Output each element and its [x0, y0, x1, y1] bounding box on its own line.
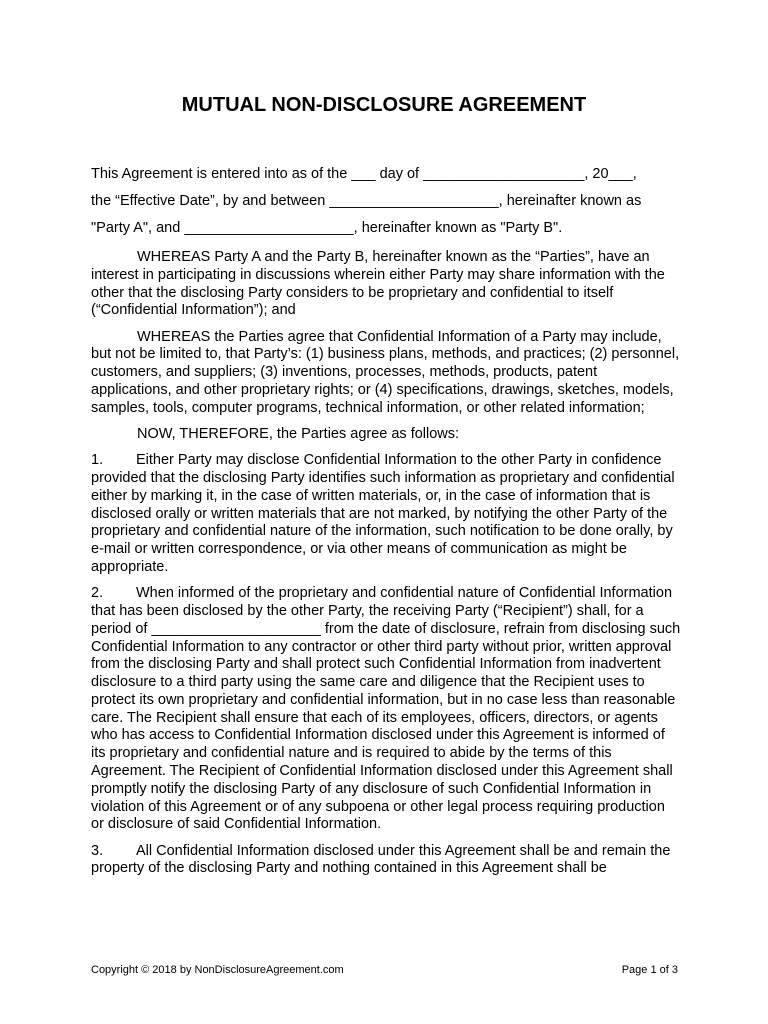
intro-line: the “Effective Date”, by and between _____________________, hereinafter known as [91, 193, 642, 209]
clause-2 [91, 585, 681, 834]
clause-text: Either Party may disclose Confidential Information to the other Party in confidence provided that the disclosing Party identifies such information as proprietary and confidential either by marking it, in the case of written materials, or, in the case of information that is disclosed orally or written materials that are not marked, by notifying the other Party of the proprietary and confidential nature of the information, such notification to be done orally, by e-mail or written correspondence, or via other means of communication as might be appropriate. [91, 452, 675, 575]
whereas-paragraph-2 [91, 329, 681, 418]
therefore-paragraph [91, 426, 681, 444]
clause-number: 3. [91, 842, 104, 859]
intro-block [91, 161, 691, 242]
clause-text: All Confidential Information disclosed under this Agreement shall be and remain the property of the disclosing Party and nothing contained in this Agreement shall be [91, 842, 671, 877]
footer-page-number: Page 1 of 3 [621, 964, 678, 976]
clause-3 [91, 843, 681, 879]
intro-line: "Party A", and _____________________, hereinafter known as "Party B". [91, 220, 563, 236]
agreement-body [91, 249, 681, 887]
clause-1 [91, 452, 681, 577]
clause-text: When informed of the proprietary and confidential nature of Confidential Information that has been disclosed by the other Party, the receiving Party (“Recipient”) shall, for a period of _____________________ from the date of disclosure, refrain from disclosing such Confidential Information to any contractor or other third party without prior, written approval from the disclosing Party and shall protect such Confidential Information from inadvertent disclosure to a third party using the same care and diligence that the Recipient uses to protect its own proprietary and confidential information, but in no case less than reasonable care. The Recipient shall ensure that each of its employees, officers, directors, or agents who has access to Confidential Information disclosed under this Agreement is informed of its proprietary and confidential nature and is required to abide by the terms of this Agreement. The Recipient of Confidential Information disclosed under this Agreement shall promptly notify the disclosing Party of any disclosure of such Confidential Information in violation of this Agreement or of any subpoena or other legal process requiring production or disclosure of said Confidential Information. [91, 585, 681, 833]
paragraph-text: WHEREAS the Parties agree that Confidential Information of a Party may include, but not be limited to, that Party’s: (1) business plans, methods, and practices; (2) personnel, customers, and suppliers; (3) inventions, processes, methods, products, patent applications, and other proprietary rights; or (4) specifications, drawings, sketches, models, samples, tools, computer programs, technical information, or other related information; [91, 328, 680, 416]
whereas-paragraph-1 [91, 249, 681, 320]
intro-line: This Agreement is entered into as of the ___ day of ____________________, 20___, [91, 166, 637, 182]
paragraph-text: NOW, THEREFORE, the Parties agree as follows: [137, 425, 460, 442]
paragraph-text: WHEREAS Party A and the Party B, hereinafter known as the “Parties”, have an interest in participating in discussions wherein either Party may share information with the other that the disclosing Party considers to be proprietary and confidential to itself (“Confidential Information”); and [91, 249, 665, 319]
footer-copyright: Copyright © 2018 by NonDisclosureAgreement.com [91, 964, 344, 976]
clause-number: 1. [91, 452, 104, 469]
clause-number: 2. [91, 585, 104, 602]
document-title: MUTUAL NON-DISCLOSURE AGREEMENT [181, 94, 587, 116]
